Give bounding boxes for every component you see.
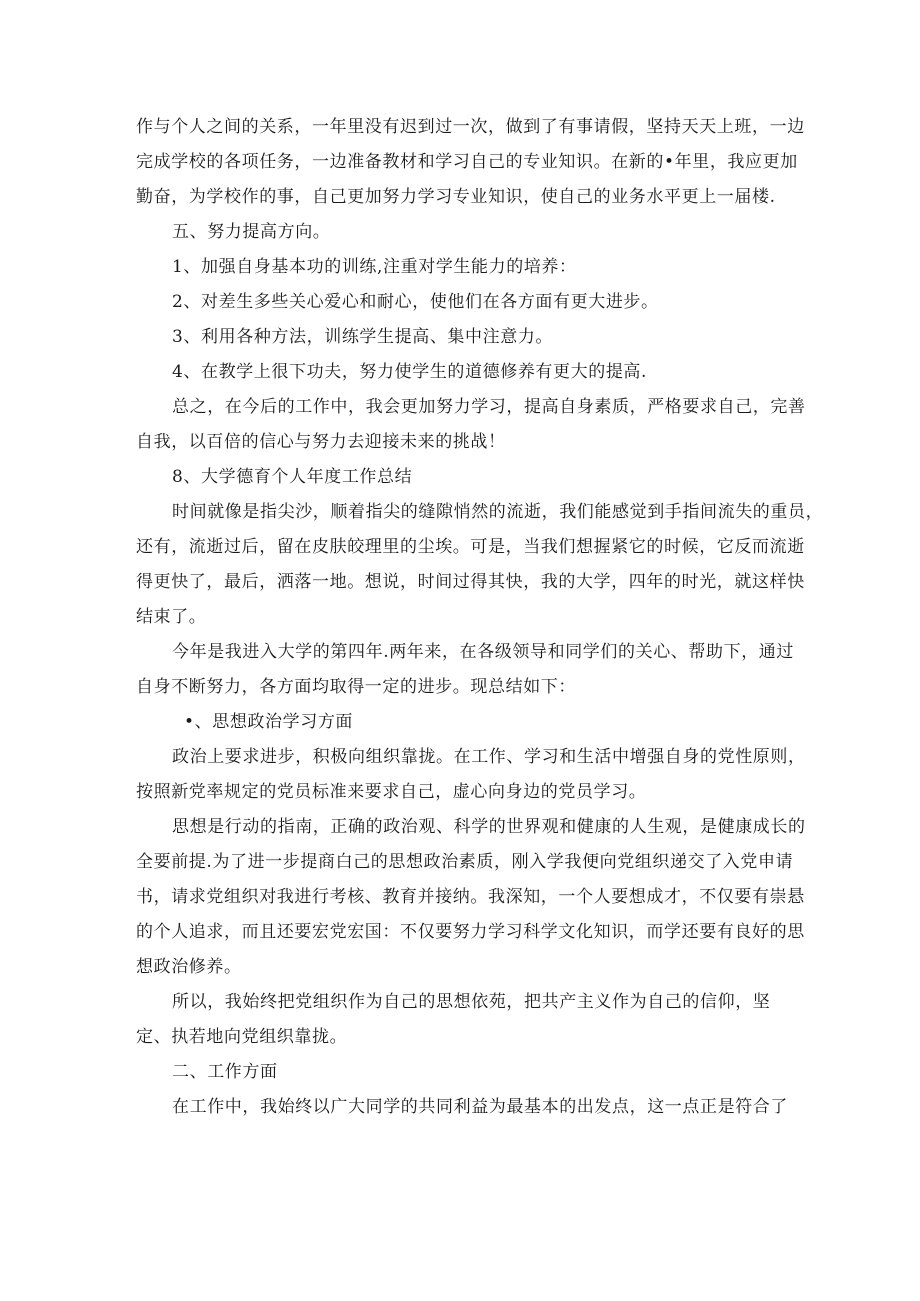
section-heading: 二、工作方面 <box>172 1062 278 1082</box>
text-line: 想政治修养。 <box>136 957 242 977</box>
text-line: 所以，我始终把党组织作为自己的思想依苑，把共产主义作为自己的信仰，坚 <box>172 992 771 1012</box>
text-line: 今年是我进入大学的第四年.两年来，在各级领导和同学们的关心、帮助下，通过 <box>172 642 795 662</box>
text-line: 书，请求党组织对我进行考核、教育并接纳。我深知，一个人要想成才，不仅要有崇悬 <box>136 887 805 907</box>
text-line: 得更快了，最后，洒落一地。想说，时间过得其快，我的大学，四年的时光，就这样快 <box>136 572 805 592</box>
document-page <box>136 110 824 1125</box>
list-item: 4、在教学上很下功夫，努力使学生的道德修养有更大的提高. <box>172 362 648 382</box>
list-item: 3、利用各种方法，训练学生提高、集中注意力。 <box>172 327 554 347</box>
text-line: 作与个人之间的关系，一年里没有迟到过一次，做到了有事请假，坚持天天上班，一边 <box>136 117 805 137</box>
text-line: 的个人追求，而且还要宏党宏国：不仅要努力学习科学文化知识，而学还要有良好的思 <box>136 922 805 942</box>
list-item: 2、对差生多些关心爱心和耐心，使他们在各方面有更大进步。 <box>172 292 659 312</box>
text-line: 自身不断努力，各方面均取得一定的进步。现总结如下： <box>136 677 576 697</box>
text-line: 还有，流逝过后，留在皮肤皎理里的尘埃。可是，当我们想握紧它的时候，它反而流逝 <box>136 537 805 557</box>
list-item: 1、加强自身基本功的训练,注重对学生能力的培养： <box>172 257 577 277</box>
text-line: 全要前提.为了进一步提商白己的思想政治素质，刚入学我便向党组织递交了入党申请 <box>136 852 794 872</box>
text-line: 时间就像是指尖沙，顺着指尖的缝隙悄然的流逝，我们能感觉到手指间流失的重员， <box>172 502 824 522</box>
text-line: 按照新党率规定的党员标准来要求自己，虚心向身边的党员学习。 <box>136 782 647 802</box>
text-line: 结束了。 <box>136 607 207 627</box>
text-line: 勤奋，为学校作的事，自己更加努力学习专业知识，使自己的业务水平更上一届楼. <box>136 187 776 207</box>
text-line: 定、执若地向党组织靠拢。 <box>136 1027 348 1047</box>
section-heading: 五、努力提高方向。 <box>172 222 331 242</box>
section-heading: •、思想政治学习方面 <box>184 712 354 732</box>
text-line: 总之，在今后的工作中，我会更加努力学习，提高自身素质，严格要求自己，完善 <box>172 397 806 417</box>
text-line: 思想是行动的指南，正确的政治观、科学的世界观和健康的人生观，是健康成长的 <box>172 817 806 837</box>
text-line: 政治上要求进步，积极向组织靠拢。在工作、学习和生活中增强自身的党性原则， <box>172 747 806 767</box>
text-line: 自我，以百倍的信心与努力去迎接未来的挑战！ <box>136 432 506 452</box>
text-line: 在工作中，我始终以广大同学的共同利益为最基本的出发点，这一点正是符合了 <box>172 1097 788 1117</box>
section-heading: 8、大学德育个人年度工作总结 <box>172 467 413 487</box>
text-line: 完成学校的各项任务，一边准备教材和学习自己的专业知识。在新的•年里，我应更加 <box>136 152 798 172</box>
